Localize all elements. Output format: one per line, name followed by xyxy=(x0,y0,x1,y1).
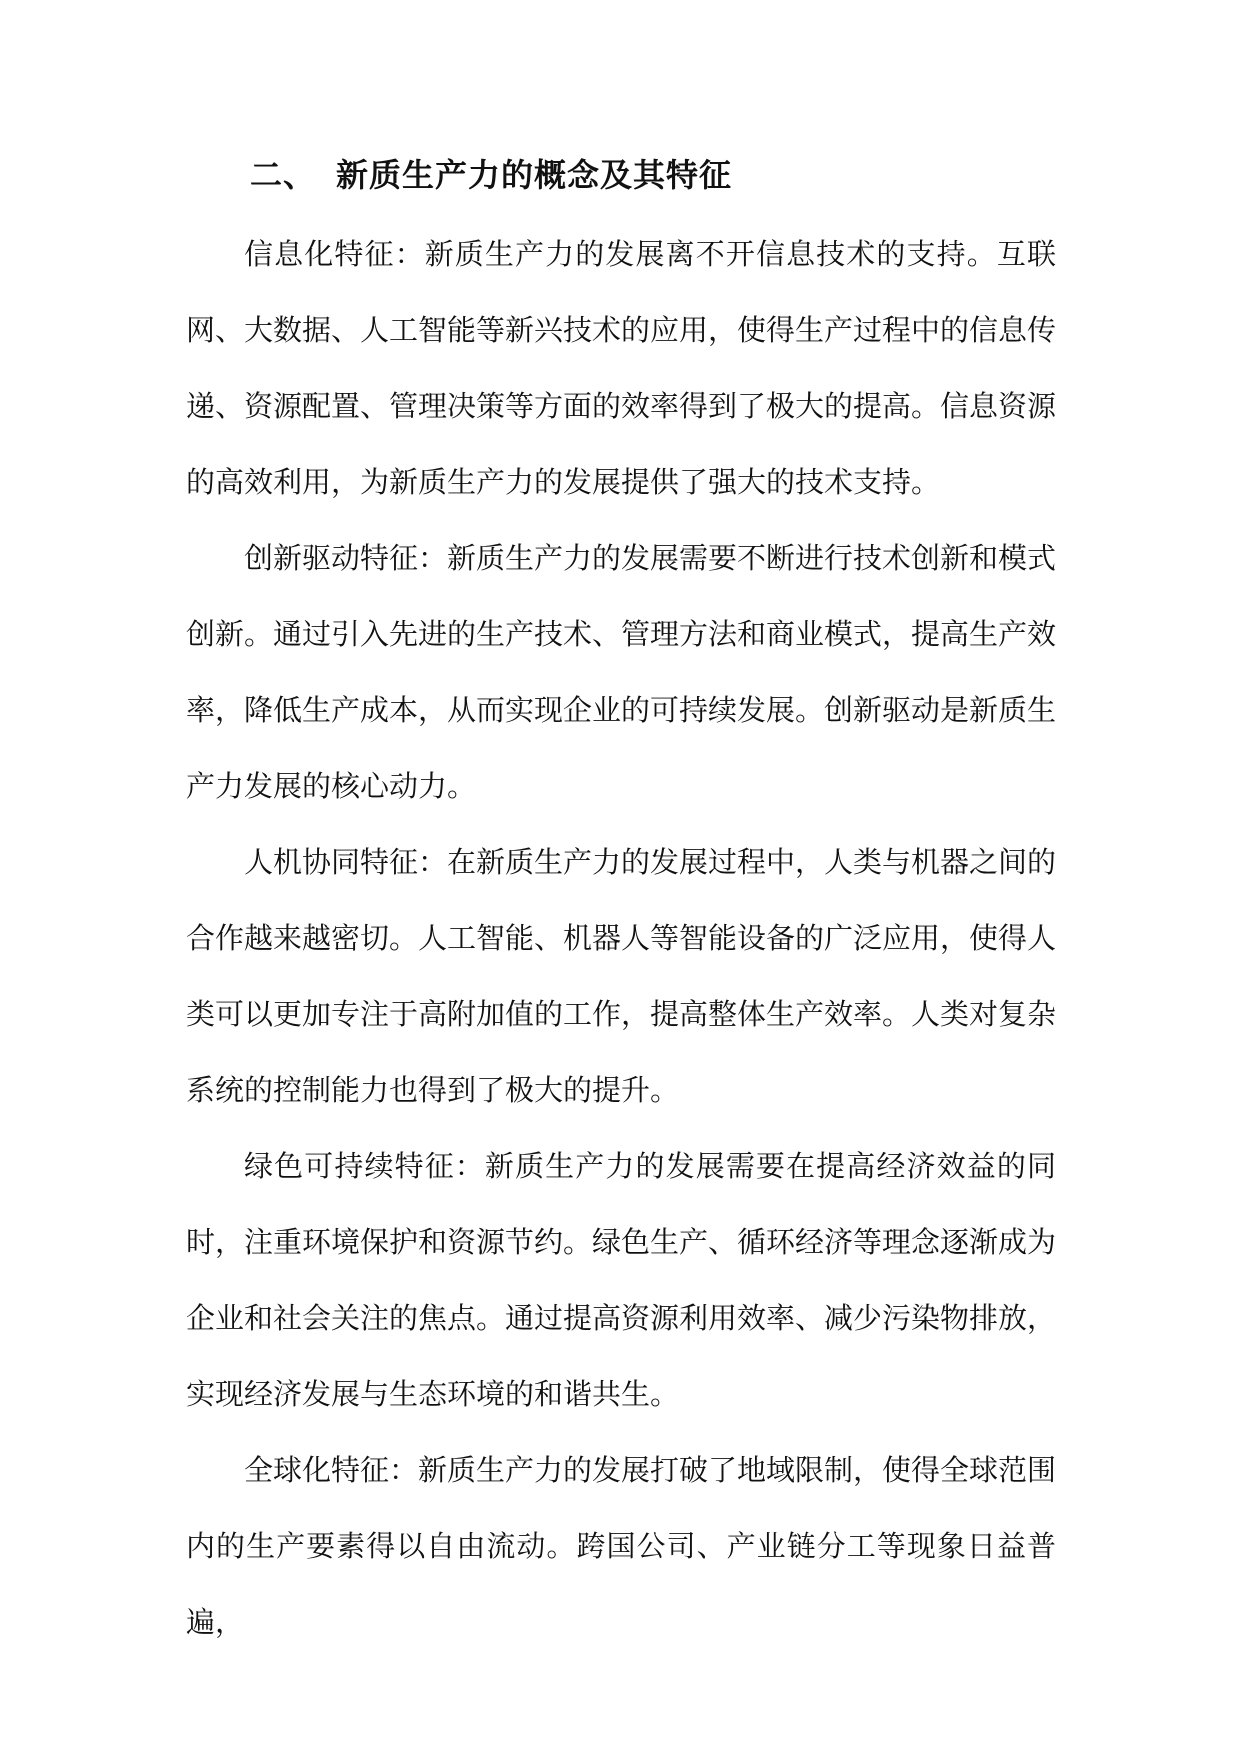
paragraph-green-sustainable: 绿色可持续特征：新质生产力的发展需要在提高经济效益的同时，注重环境保护和资源节约。绿色生产、循环经济等理念逐渐成为企业和社会关注的焦点。通过提高资源利用效率、减少污染物排放，实现经济发展与生态环境的和谐共生。 xyxy=(186,1149,1057,1411)
paragraph-globalization: 全球化特征：新质生产力的发展打破了地域限制，使得全球范围内的生产要素得以自由流动。跨国公司、产业链分工等现象日益普遍， xyxy=(186,1453,1057,1639)
paragraph-human-machine: 人机协同特征：在新质生产力的发展过程中，人类与机器之间的合作越来越密切。人工智能、机器人等智能设备的广泛应用，使得人类可以更加专注于高附加值的工作，提高整体生产效率。人类对复杂系统的控制能力也得到了极大的提升。 xyxy=(186,845,1057,1107)
paragraph-innovation-driven: 创新驱动特征：新质生产力的发展需要不断进行技术创新和模式创新。通过引入先进的生产技术、管理方法和商业模式，提高生产效率，降低生产成本，从而实现企业的可持续发展。创新驱动是新质生产力发展的核心动力。 xyxy=(186,541,1057,803)
section-number: 二、 xyxy=(250,156,317,194)
section-heading xyxy=(250,150,732,196)
section-title: 新质生产力的概念及其特征 xyxy=(336,156,733,194)
body-text xyxy=(186,216,1056,1660)
paragraph-informatization: 信息化特征：新质生产力的发展离不开信息技术的支持。互联网、大数据、人工智能等新兴技术的应用，使得生产过程中的信息传递、资源配置、管理决策等方面的效率得到了极大的提高。信息资源的高效利用，为新质生产力的发展提供了强大的技术支持。 xyxy=(186,237,1057,499)
